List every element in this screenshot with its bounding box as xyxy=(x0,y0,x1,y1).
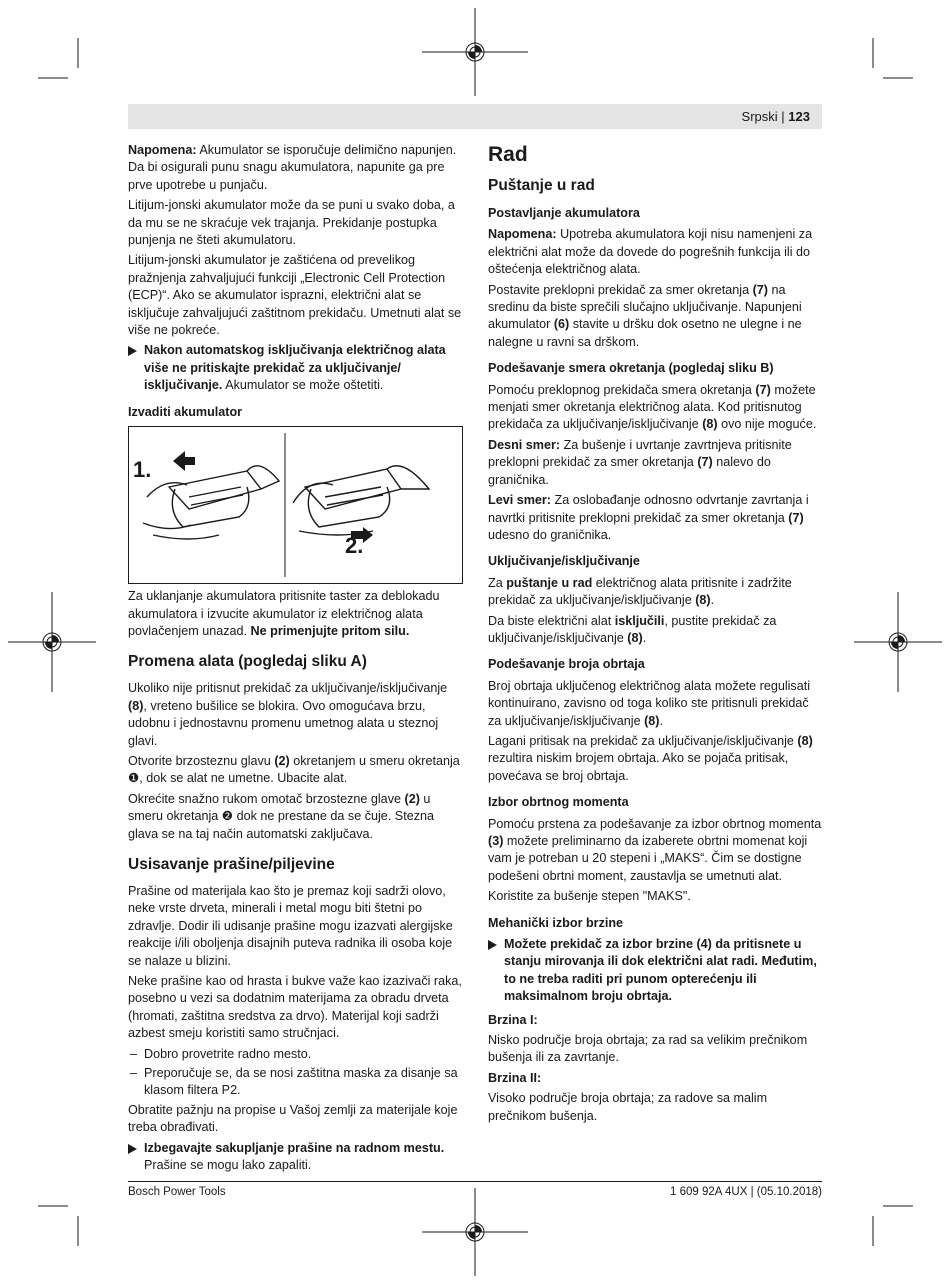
paragraph-dust-cancer: Neke prašine kao od hrasta i bukve važe kao izazivači raka, posebno u vezi sa dodatnim materijama za obradu drveta (hromati, zaštitna sredstva za drvo). Materijal koji sadrži azbest smeju koristiti samo stručnjaci. xyxy=(128,974,462,1041)
header-language: Srpski xyxy=(741,109,778,124)
gear-1-title: Brzina I: xyxy=(488,1012,538,1027)
figure-step-1-label: 1. xyxy=(133,457,152,483)
figure-step-2-label: 2. xyxy=(345,533,364,559)
footer-publisher: Bosch Power Tools xyxy=(128,1186,226,1198)
list-item-ventilate: – Dobro provetrite radno mesto. xyxy=(130,1046,312,1061)
paragraph-variable-speed: Broj obrtaja uključenog električnog alata možete regulisati kontinuirano, zavisno od toga koliko ste pritisnuli prekidač za uključivanje/isključivanje (8). xyxy=(488,678,811,728)
paragraph-switch-on: Za puštanje u rad električnog alata pritisnite i zadržite prekidač za uključivanje/isključivanje (8). xyxy=(488,575,792,608)
gear-2-title: Brzina II: xyxy=(488,1070,542,1085)
gear-2-text: Visoko područje broja obrtaja; za radove sa malim prečnikom bušenja. xyxy=(488,1091,768,1123)
page-number: 123 xyxy=(788,109,810,124)
heading-remove-battery: Izvaditi akumulator xyxy=(128,404,243,419)
paragraph-open-chuck: Otvorite brzosteznu glavu (2) okretanjem u smeru okretanja ❶, dok se alat ne umetne. Ubacite alat. xyxy=(128,753,460,786)
warning-auto-shutoff: Nakon automatskog isključivanja električnog alata više ne pritiskajte prekidač za uključivanje/ isključivanje. Akumulator se može oštetiti. xyxy=(128,342,463,394)
paragraph-torque-drilling: Koristite za bušenje stepen "MAKS". xyxy=(488,889,691,904)
list-item-mask: – Preporučuje se, da se nosi zaštitna maska za disanje sa klasom filtera P2. xyxy=(130,1066,458,1098)
paragraph-close-chuck: Okrećite snažno rukom omotač brzostezne glave (2) u smeru okretanja ❷ dok ne prestane da se čuje. Stezna glava se na taj način automatski zaključava. xyxy=(128,791,435,841)
page-footer xyxy=(128,1181,822,1198)
battery-removal-illustration xyxy=(129,427,462,583)
footer-doc-id: 1 609 92A 4UX | (05.10.2018) xyxy=(670,1186,822,1198)
heading-gear-selection: Mehanički izbor brzine xyxy=(488,915,624,930)
paragraph-regulations: Obratite pažnju na propise u Vašoj zemlji za materijale koje treba obrađivati. xyxy=(128,1102,458,1135)
warning-arrow-icon xyxy=(128,1144,137,1154)
heading-torque: Izbor obrtnog momenta xyxy=(488,795,629,810)
warning-dust-accumulation: Izbegavajte sakupljanje prašine na radnom mestu. Prašine se mogu lako zapaliti. xyxy=(128,1140,463,1175)
warning-arrow-icon xyxy=(488,940,497,950)
heading-operation: Rad xyxy=(488,143,528,166)
note-battery-compat: Napomena: Upotreba akumulatora koji nisu namenjeni za električni alat može da dovede do pogrešnih funkcija ili do oštećenja električnog alata. xyxy=(488,227,813,277)
note-charging: Napomena: Akumulator se isporučuje delimično napunjen. Da bi osigurali punu snagu akumulatora, napunite ga pre prve upotrebe u punjaču. xyxy=(128,143,457,192)
figure-remove-battery xyxy=(128,426,463,584)
paragraph-light-pressure: Lagani pritisak na prekidač za uključivanje/isključivanje (8) rezultira niskim brojem obrtaja. Ako se pojača pritisak, povećava se broj obrtaja. xyxy=(488,733,813,783)
heading-dust-extraction: Usisavanje prašine/piljevine xyxy=(128,855,335,873)
header-text xyxy=(742,108,810,125)
paragraph-torque-ring: Pomoću prstena za podešavanje za izbor obrtnog momenta (3) možete preliminarno da izaberete obrtni momenat koji vam je potreban u 20 stepeni i „MAKS“. Čim se dostigne podešeni obrtni moment, zaustavlja se umetnuti alat. xyxy=(488,816,822,883)
gear-1-text: Nisko područje broja obrtaja; za rad sa velikim prečnikom bušenja ili za zavrtanje. xyxy=(488,1033,808,1065)
paragraph-switch-off: Da biste električni alat isključili, pustite prekidač za uključivanje/isključivanje (8). xyxy=(488,613,777,645)
header-separator: | xyxy=(781,109,785,124)
right-column xyxy=(488,142,823,1128)
heading-tool-change: Promena alata (pogledaj sliku A) xyxy=(128,653,367,671)
paragraph-insert-battery: Postavite preklopni prekidač za smer okretanja (7) na sredinu da biste sprečili slučajno uključivanje. Napunjeni akumulator (6) stavite u dršku dok osetno ne ulegne i ne nalegne u ravni sa drškom. xyxy=(488,282,802,349)
paragraph-remove-battery: Za uklanjanje akumulatora pritisnite taster za deblokadu akumulatora i izvucite akumulator iz električnog alata povlačenjem unazad. Ne primenjujte pritom silu. xyxy=(128,589,440,638)
page-header xyxy=(128,104,822,129)
warning-arrow-icon xyxy=(128,346,137,356)
heading-insert-battery: Postavljanje akumulatora xyxy=(488,206,640,220)
paragraph-ecp: Litijum-jonski akumulator je zaštićena od prevelikog pražnjenja zahvaljujući funkciji „Electronic Cell Protection (ECP)“. Ako se akumulator isprazni, električni alat se isključuje zahvaljujući zaštitnom prekidaču. Umetnuti alat se više ne pokreće. xyxy=(128,253,462,338)
heading-rotation-direction: Podešavanje smera okretanja (pogledaj sliku B) xyxy=(488,361,774,376)
warning-gear-switch: Možete prekidač za izbor brzine (4) da pritisnete u stanju mirovanja ili dok električni alat radi. Međutim, to ne treba raditi pri punom opterećenju ili maksimalnom broju obrtaja. xyxy=(488,936,823,1006)
left-column xyxy=(128,142,463,1180)
heading-starting: Puštanje u rad xyxy=(488,177,595,194)
paragraph-right-rotation: Desni smer: Za bušenje i uvrtanje zavrtnjeva pritisnite preklopni prekidač za smer okretanja (7) nalevo do graničnika. xyxy=(488,437,792,487)
heading-on-off: Uključivanje/isključivanje xyxy=(488,554,640,569)
paragraph-rotation-switch: Pomoću preklopnog prekidača smera okretanja (7) možete menjati smer okretanja električnog alata. Kod pritisnutog prekidača za uključivanje/isključivanje (8) ovo nije moguće. xyxy=(488,382,817,432)
heading-speed-control: Podešavanje broja obrtaja xyxy=(488,657,645,672)
paragraph-left-rotation: Levi smer: Za oslobađanje odnosno odvrtanje zavrtanja i navrtki pritisnite preklopni prekidač za smer okretanja (7) udesno do graničnika. xyxy=(488,493,809,542)
paragraph-spindle-lock: Ukoliko nije pritisnut prekidač za uključivanje/isključivanje (8), vreteno bušilice se blokira. Ovo omogućava brzu, udobnu i jednostavnu promenu umetnog alata u steznoj glavi. xyxy=(128,681,448,748)
paragraph-charging-anytime: Litijum-jonski akumulator može da se puni u svako doba, a da mu se ne skraćuje vek trajanja. Prekidanje postupka punjenja ne šteti akumulatoru. xyxy=(128,198,455,248)
paragraph-dust-health: Prašine od materijala kao što je premaz koji sadrži olovo, neke vrste drveta, minerali i metal mogu biti štetni po zdravlje. Dodir ili udisanje prašine mogu izazvati alergijske reakcije i/ili oboljenja disajnih puteva radnika ili osoba koje se nalaze u blizini. xyxy=(128,883,453,968)
